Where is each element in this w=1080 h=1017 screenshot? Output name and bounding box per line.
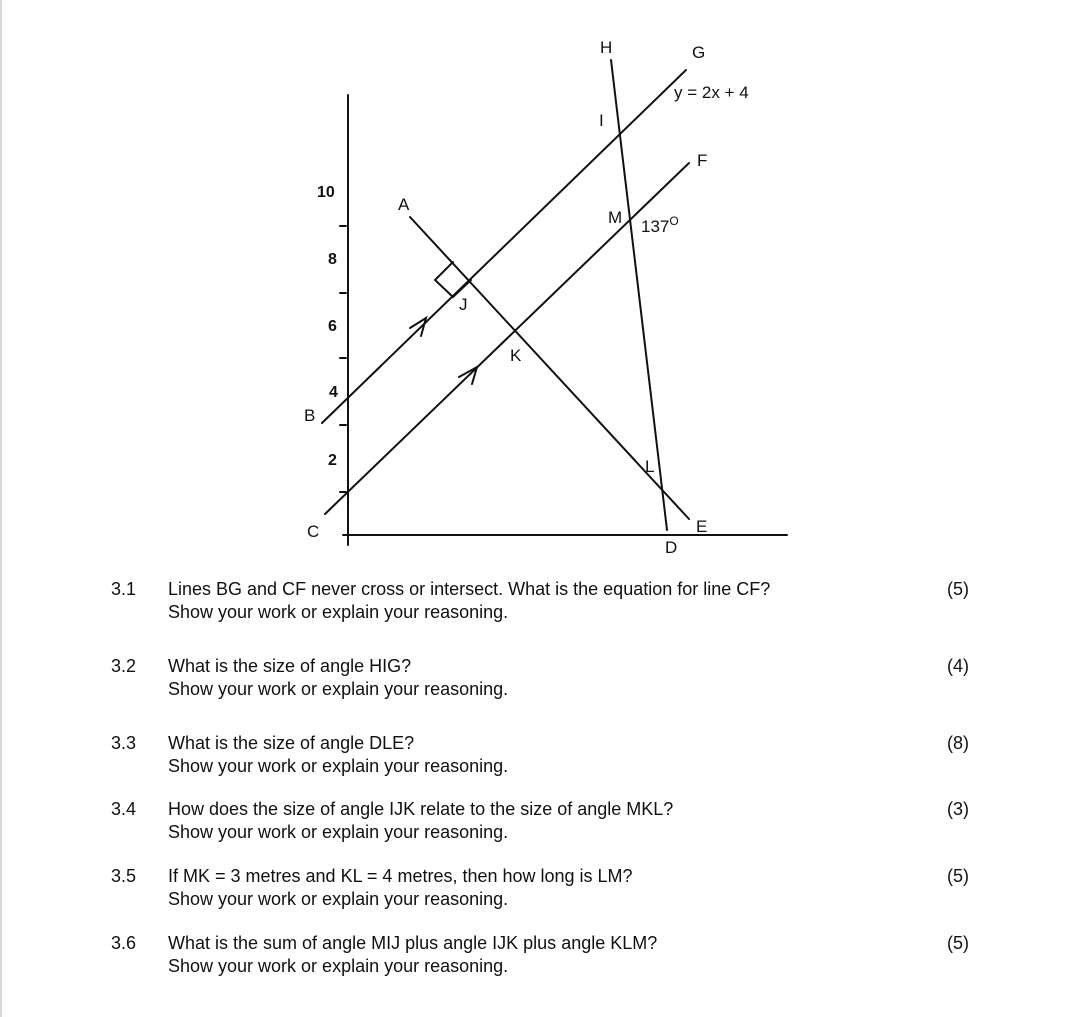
question-text: What is the sum of angle MIJ plus angle IJK plus angle KLM? [168,933,658,953]
label-i: I [599,111,604,130]
question-instruction: Show your work or explain your reasoning. [168,756,509,776]
question-number: 3.6 [111,933,137,953]
label-g: G [692,43,706,62]
question-marks: (8) [947,733,969,753]
y-tick-label: 4 [329,384,338,401]
question-instruction: Show your work or explain your reasoning. [168,956,509,976]
angle-137-label: $137^O$ [641,214,679,236]
label-m: M [608,208,623,227]
label-c: C [307,522,320,541]
degree-symbol: O [669,214,679,228]
question-text: How does the size of angle IJK relate to the size of angle MKL? [168,799,674,819]
question-marks: (5) [947,933,969,953]
question-instruction: Show your work or explain your reasoning. [168,679,509,699]
label-b: B [304,406,316,425]
label-a: A [398,195,410,214]
question-marks: (5) [947,579,969,599]
question-text: What is the size of angle HIG? [168,656,412,676]
label-f: F [697,151,708,170]
question-text: What is the size of angle DLE? [168,733,415,753]
question-instruction: Show your work or explain your reasoning. [168,889,509,909]
question-marks: (5) [947,866,969,886]
right-angle-marker [435,262,471,297]
question-number: 3.2 [111,656,137,676]
question-number: 3.5 [111,866,137,886]
question-instruction: Show your work or explain your reasoning. [168,822,509,842]
question-text: Lines BG and CF never cross or intersect. What is the equation for line CF? [168,579,771,599]
question-instruction: Show your work or explain your reasoning. [168,602,509,622]
question-marks: (3) [947,799,969,819]
question-text: If MK = 3 metres and KL = 4 metres, then how long is LM? [168,866,633,886]
label-h: H [600,38,613,57]
y-tick-label: 6 [328,318,337,335]
question-number: 3.3 [111,733,137,753]
label-e: E [696,517,708,536]
y-tick-label: 10 [317,184,335,201]
question-marks: (4) [947,656,969,676]
label-k: K [510,346,522,365]
y-tick-label: 2 [328,452,337,469]
line-hd [611,60,667,530]
question-number: 3.1 [111,579,137,599]
y-tick-label: 8 [328,251,337,268]
parallel-arrow-bg [410,318,426,336]
label-j: J [459,295,468,314]
label-l: L [645,457,655,476]
line-bg [322,70,686,423]
label-equation: y = 2x + 4 [674,83,749,102]
question-number: 3.4 [111,799,137,819]
label-d: D [665,538,678,557]
